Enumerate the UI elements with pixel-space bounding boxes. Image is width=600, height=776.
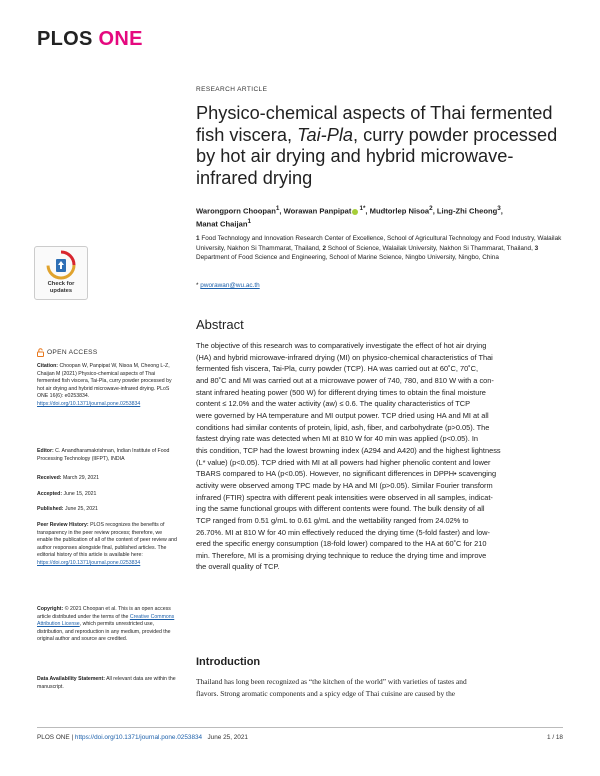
text-line: were governed by HA temperature and MI output power. TCP dried using HA and MI at all — [196, 410, 489, 420]
published-date — [37, 506, 177, 514]
copyright-label: Copyright: — [37, 606, 64, 612]
badge-line: Check for — [47, 281, 75, 287]
license-link[interactable]: Creative Commons Attribution License — [37, 613, 175, 628]
affil-text: Food Technology and Innovation Research Center of Excellence, School of Agricultural Technology and Food Industry, Walailak University, Nakhon Si Thammarat, Thailand, — [196, 235, 562, 252]
data-availability-block — [37, 676, 177, 691]
author-affil: 3 — [497, 205, 501, 212]
peer-review-label: Peer Review History: — [37, 522, 89, 528]
text-line: TBARS compared to HA (p<0.05). However, no significant differences in DPPH• scavenging — [196, 469, 497, 479]
author-affil: 1 — [275, 205, 280, 212]
published-label: Published: — [37, 506, 64, 512]
author-name[interactable]: Mudtorlep Nisoa — [369, 206, 430, 216]
citation-block — [37, 363, 177, 409]
data-availability-text: All relevant data are within the manuscript. — [37, 676, 176, 690]
author-affil: 1 — [247, 218, 252, 226]
affiliations — [196, 234, 566, 263]
text-line: min. Therefore, MI is a promising drying technique to reduce the drying time and improve — [196, 550, 487, 560]
peer-review-block — [37, 522, 177, 568]
title-line: infrared drying — [196, 167, 313, 188]
abstract-heading: Abstract — [196, 317, 244, 332]
corresponding-author — [196, 282, 566, 289]
text-line: stant infrared heating power (500 W) for different drying times to obtain the final moisture — [196, 387, 486, 397]
editor-block — [37, 448, 177, 463]
editor-label: Editor: — [37, 448, 54, 454]
text-line: ered the specific energy consumption (18-fold lower) compared to the HA at 60˚C for 210 — [196, 539, 487, 549]
copyright-block — [37, 606, 177, 644]
author-name[interactable]: Ling-Zhi Cheong — [436, 206, 498, 216]
open-access-label — [37, 348, 98, 357]
text-line: flavors. Strong aromatic components and a spicy edge of Thai cuisine are caused by the — [196, 688, 456, 698]
text-line: (HA) and hybrid microwave-infrared drying (MI) on physico-chemical characteristics of Thai — [196, 352, 493, 362]
text-line: fastest drying rate was detected when MI at 810 W for 40 min was applied (p<0.05). In — [196, 434, 479, 444]
footer-divider — [37, 727, 563, 728]
published-value: June 25, 2021 — [64, 506, 98, 512]
author-name[interactable]: Warongporn Choopan — [196, 206, 276, 216]
data-availability-label: Data Availability Statement: — [37, 676, 105, 682]
logo-plos: PLOS — [37, 28, 93, 50]
text-line: activity were observed among TPC made by HA and MI (p>0.05). Similar Fourier transform — [196, 480, 493, 490]
text-line: content ≤ 12.0% and the water activity (aw) ≤ 0.6. The quality characteristics of TCP — [196, 399, 471, 409]
received-date — [37, 475, 177, 483]
copyright-text: © 2021 Choopan et al. This is an open access article distributed under the terms of the — [37, 606, 171, 620]
abstract-body — [196, 340, 566, 573]
text-line: and 80˚C and MI was carried out at a microwave power of 740, 780, and 810 W with a con- — [196, 375, 494, 385]
author-affil: 1* — [359, 205, 366, 212]
footer-doi-link[interactable]: https://doi.org/10.1371/journal.pone.0253834 — [74, 734, 203, 741]
title-line: by hot air drying and hybrid microwave- — [196, 146, 514, 166]
accepted-value: June 15, 2021 — [63, 491, 97, 497]
peer-review-link[interactable]: https://doi.org/10.1371/journal.pone.0253834 — [37, 559, 141, 566]
introduction-heading: Introduction — [196, 656, 261, 668]
open-access-text: OPEN ACCESS — [47, 349, 98, 356]
text-line: The objective of this research was to comparatively investigate the effect of hot air drying — [196, 341, 487, 350]
title-italic: Tai-Pla — [297, 124, 354, 145]
affil-number: 2 — [322, 244, 327, 252]
text-line: fermented fish viscera, Tai-Pla, curry powder (TCP). HA was carried out at 60˚C, 70˚C, — [196, 364, 479, 374]
title-line — [196, 125, 566, 147]
introduction-body — [196, 676, 566, 699]
author-list: Warongporn Choopan$^1$, Worawan Panpipat $^{1*}$, Mudtorlep Nisoa$^2$, Ling-Zhi Cheong$^3$, Manat Chaijan$^1$ — [196, 205, 503, 229]
affil-text: Department of Food Science and Engineering, School of Marine Science, Ningbo University, Ningbo, China — [196, 254, 499, 262]
citation-label: Citation: — [37, 363, 59, 369]
text-line: this condition, TCP had the lowest browning index (A294 and A420) and the highest lightness — [196, 445, 501, 455]
check-updates-icon — [46, 250, 76, 280]
citation-doi-link[interactable]: https://doi.org/10.1371/journal.pone.0253834 — [37, 400, 141, 407]
peer-review-text: PLOS recognizes the benefits of transparency in the peer review process; therefore, we enable the publication of all of the content of peer review and author responses alongside final, published articles. The editorial history of this article is available here: — [37, 522, 177, 559]
author-name[interactable]: Manat Chaijan — [196, 219, 248, 229]
received-value: March 29, 2021 — [62, 475, 100, 481]
footer-journal: PLOS ONE — [37, 734, 70, 741]
text-line: conditions had similar contents of protein, lipid, ash, fiber, and carbohydrate (p>0.05). The — [196, 422, 490, 432]
title-line: Physico-chemical aspects of Thai fermented — [196, 103, 553, 123]
affil-number: 1 — [196, 235, 200, 242]
text-line: TCP ranged from 0.51 g/mL to 0.61 g/mL and the wettability ranged from 24.02% to — [196, 515, 469, 525]
email-link[interactable]: pworawan@wu.ac.th — [200, 282, 260, 289]
footer-citation — [37, 734, 248, 741]
title-fragment: , curry powder processed — [353, 124, 558, 145]
accepted-label: Accepted: — [37, 491, 63, 497]
orcid-icon[interactable] — [352, 209, 358, 215]
footer-date: June 25, 2021 — [207, 734, 248, 741]
text-line: the overall quality of TCP. — [196, 562, 280, 572]
author-affil: 2 — [429, 205, 433, 212]
affil-number: 3 — [534, 244, 539, 252]
text-line: ing the same functional groups with different contents were found. The bulk density of all — [196, 504, 485, 514]
badge-text — [35, 281, 87, 294]
citation-text: Choopan W, Panpipat W, Nisoa M, Cheong L-Z, Chaijan M (2021) Physico-chemical aspects of Thai fermented fish viscera, Tai-Pla, curry powder processed by hot air drying and hybrid microwave-infrared drying. PLoS ONE 16(6): e0253834. — [37, 363, 172, 400]
logo-one: ONE — [98, 28, 143, 50]
text-line: Thailand has long been recognized as “the kitchen of the world” with varieties of tastes and — [196, 677, 467, 686]
copyright-text: , which permits unrestricted use, distribution, and reproduction in any medium, provided the original author and source are credited. — [37, 621, 171, 643]
text-line: 26.70%. MI at 810 W for 40 min effectively reduced the drying time (5-fold faster) and low- — [196, 527, 490, 537]
text-line: (L* value) (p<0.05). TCP dried with MI at all powers had higher phenolic content and lower — [196, 457, 491, 467]
article-title — [196, 103, 566, 189]
editor-text: C. Anandharamakrishnan, Indian Institute of Food Processing Technology (IIFPT), INDIA — [37, 448, 170, 462]
journal-logo — [37, 28, 143, 51]
open-lock-icon — [37, 348, 44, 357]
accepted-date — [37, 491, 177, 499]
corresponding-marker: * — [196, 282, 199, 289]
received-label: Received: — [37, 475, 62, 481]
article-type: RESEARCH ARTICLE — [196, 86, 268, 93]
badge-line: updates — [49, 287, 73, 294]
author-name[interactable]: Worawan Panpipat — [283, 206, 352, 216]
text-line: infrared (FTIR) spectra with different peak intensities were observed in all samples, indicat- — [196, 492, 493, 502]
affil-text: School of Science, Walailak University, Nakhon Si Thammarat, Thailand, — [327, 244, 533, 252]
page-number: 1 / 18 — [547, 734, 563, 741]
footer-separator: | — [69, 734, 75, 741]
title-fragment: fish viscera, — [196, 124, 298, 145]
check-for-updates-badge[interactable] — [34, 246, 88, 300]
